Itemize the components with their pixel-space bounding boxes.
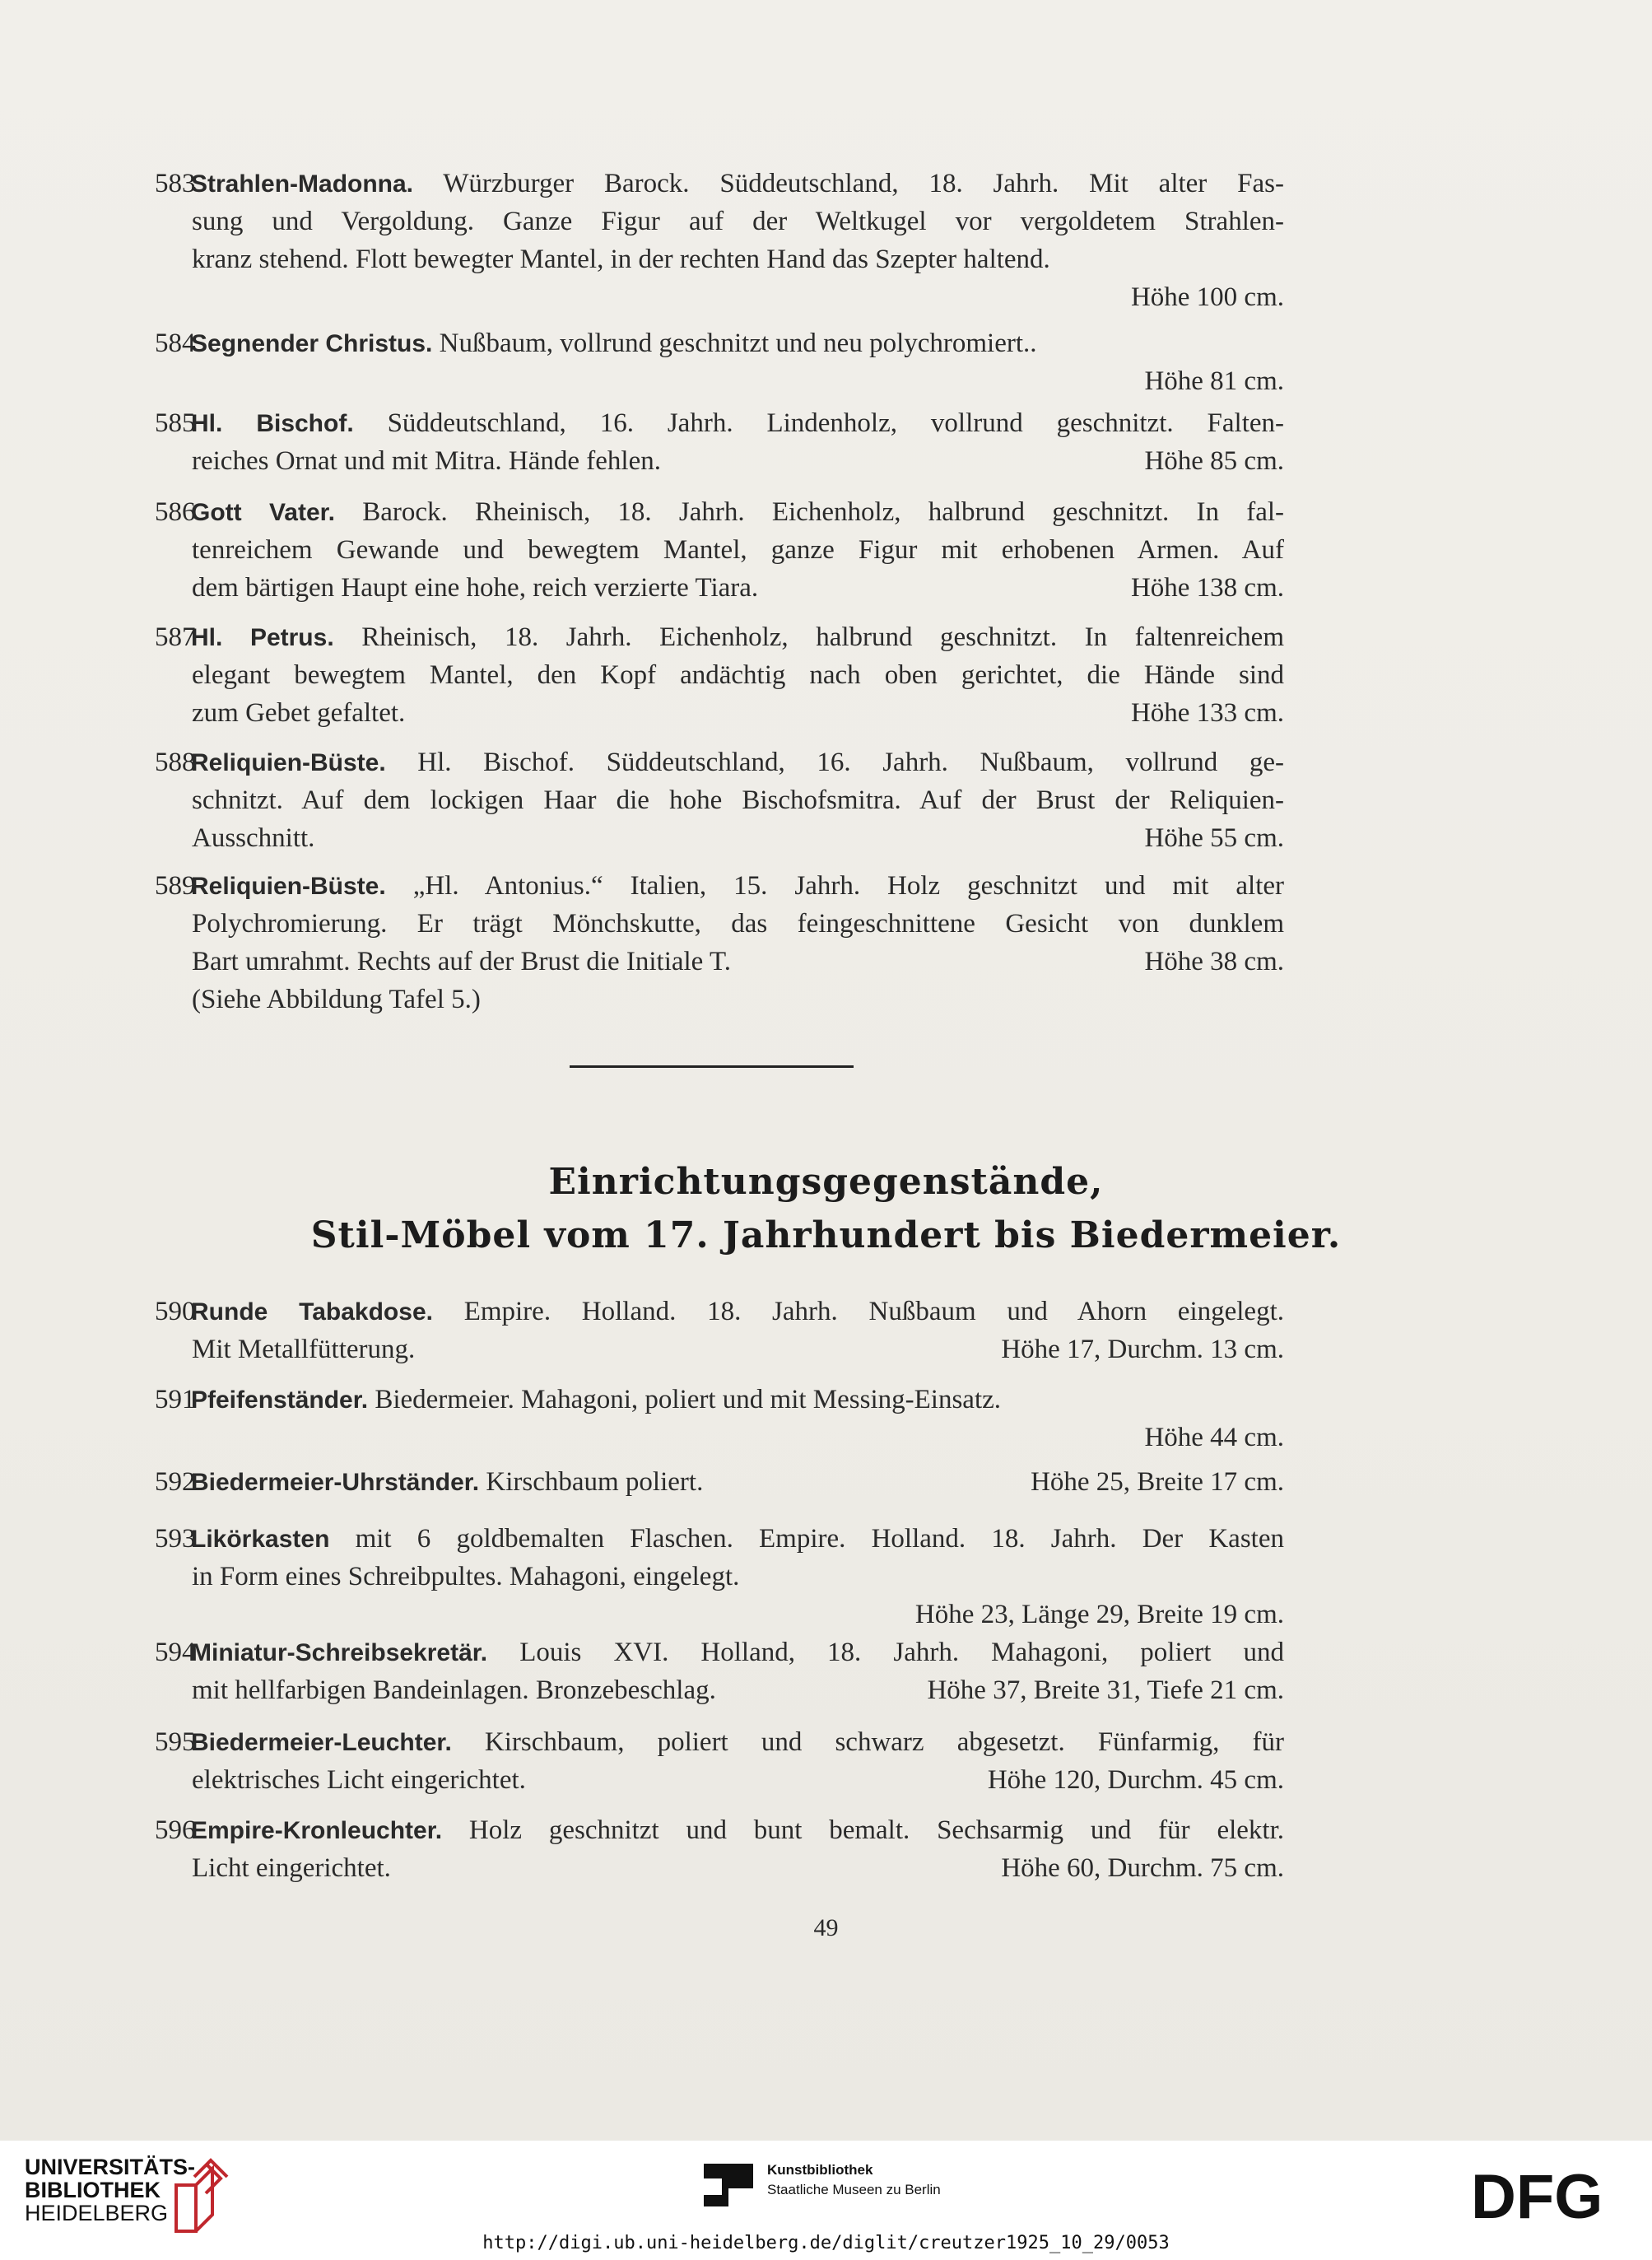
entry-dimensions: Höhe 81 cm. — [1144, 366, 1284, 396]
entry-number: 590 — [155, 1297, 196, 1326]
entry-text: in Form eines Schreibpultes. Mahagoni, eingelegt. — [192, 1562, 740, 1591]
entry-text: Biedermeier. Mahagoni, poliert und mit Messing-Einsatz. — [375, 1385, 1002, 1414]
entry-title: Segnender Christus. — [191, 330, 433, 357]
entry-text: mit hellfarbigen Bandeinlagen. Bronzebeschlag. — [192, 1675, 716, 1705]
entry-title: Hl. Petrus. — [191, 624, 334, 651]
entry-dimensions: Höhe 138 cm. — [1130, 573, 1284, 603]
entry-text: „Hl. Antonius.“ Italien, 15. Jahrh. Holz geschnitzt und mit alter — [412, 871, 1284, 901]
entry-dimensions: Höhe 17, Durchm. 13 cm. — [1001, 1335, 1284, 1364]
entry-title: Empire-Kronleuchter. — [191, 1817, 443, 1844]
entry-number: 593 — [155, 1524, 196, 1554]
entry-text: Bart umrahmt. Rechts auf der Brust die Initiale T. — [192, 947, 731, 976]
entry-number: 589 — [155, 871, 196, 901]
entry-number: 594 — [155, 1638, 196, 1667]
entry-text: Holz geschnitzt und bunt bemalt. Sechsarmig und für elektr. — [468, 1815, 1284, 1845]
catalog-entry-584 — [155, 324, 1284, 400]
entry-dimensions: Höhe 55 cm. — [1144, 823, 1284, 853]
entry-title: Runde Tabakdose. — [191, 1298, 433, 1326]
kunstbibliothek-text: Kunstbibliothek Staatliche Museen zu Berlin — [767, 2162, 941, 2197]
catalog-entry-596 — [155, 1811, 1284, 1887]
entry-text: sung und Vergoldung. Ganze Figur auf der Weltkugel vor vergoldetem Strahlen- — [192, 207, 1284, 236]
entry-dimensions: Höhe 85 cm. — [1144, 446, 1284, 476]
section-heading-line1: Einrichtungsgegenstände, — [548, 1161, 1104, 1203]
entry-text: dem bärtigen Haupt eine hohe, reich verzierte Tiara. — [192, 573, 759, 603]
entry-dimensions: Höhe 100 cm. — [1130, 282, 1284, 312]
entry-title: Biedermeier-Leuchter. — [191, 1729, 452, 1756]
entry-text: schnitzt. Auf dem lockigen Haar die hohe Bischofsmitra. Auf der Brust der Reliquien- — [192, 785, 1284, 815]
entry-text: Louis XVI. Holland, 18. Jahrh. Mahagoni, poliert und — [519, 1638, 1284, 1667]
entry-text: elektrisches Licht eingerichtet. — [192, 1765, 526, 1795]
entry-text: Süddeutschland, 16. Jahrh. Lindenholz, vollrund geschnitzt. Falten- — [387, 408, 1284, 438]
entry-dimensions: Höhe 23, Länge 29, Breite 19 cm. — [914, 1600, 1284, 1629]
entry-title: Pfeifenständer. — [191, 1386, 369, 1414]
entry-number: 596 — [155, 1815, 196, 1845]
svg-text:DFG: DFG — [1471, 2167, 1603, 2225]
entry-title: Gott Vater. — [191, 499, 336, 526]
entry-text: Nußbaum, vollrund geschnitzt und neu polychromiert.. — [439, 329, 1037, 358]
entry-number: 586 — [155, 497, 196, 527]
entry-text: Ausschnitt. — [192, 823, 315, 853]
catalog-entry-592 — [155, 1463, 1284, 1501]
entry-dimensions: Höhe 60, Durchm. 75 cm. — [1001, 1853, 1284, 1883]
page-number: 49 — [813, 1914, 839, 1941]
entry-title: Biedermeier-Uhrständer. — [191, 1469, 480, 1496]
catalog-entry-595 — [155, 1723, 1284, 1799]
entry-text: reiches Ornat und mit Mitra. Hände fehlen. — [192, 446, 661, 476]
entry-text: Würzburger Barock. Süddeutschland, 18. Jahrh. Mit alter Fas- — [443, 169, 1284, 198]
entry-text: Rheinisch, 18. Jahrh. Eichenholz, halbrund geschnitzt. In faltenreichem — [361, 622, 1284, 652]
entry-title: Miniatur-Schreibsekretär. — [191, 1639, 488, 1666]
catalog-entry-587 — [155, 618, 1284, 732]
entry-text: Polychromierung. Er trägt Mönchskutte, das feingeschnittene Gesicht von dunklem — [192, 909, 1284, 939]
entry-text: tenreichem Gewande und bewegtem Mantel, ganze Figur mit erhobenen Armen. Auf — [192, 535, 1284, 565]
entry-number: 595 — [155, 1727, 196, 1757]
entry-text: elegant bewegtem Mantel, den Kopf andächtig nach oben gerichtet, die Hände sind — [192, 660, 1284, 690]
entry-text: kranz stehend. Flott bewegter Mantel, in der rechten Hand das Szepter haltend. — [192, 245, 1050, 274]
entry-text: mit 6 goldbemalten Flaschen. Empire. Holland. 18. Jahrh. Der Kasten — [355, 1524, 1284, 1554]
dfg-logo — [1471, 2167, 1627, 2225]
entry-text: Kirschbaum, poliert und schwarz abgesetzt. Fünfarmig, für — [484, 1727, 1284, 1757]
catalog-entry-593 — [155, 1520, 1284, 1633]
ub-heidelberg-logo-text: UNIVERSITÄTS- BIBLIOTHEK HEIDELBERG — [25, 2155, 196, 2225]
entry-dimensions: Höhe 37, Breite 31, Tiefe 21 cm. — [927, 1675, 1284, 1705]
catalog-entry-590 — [155, 1293, 1284, 1368]
entry-text: Kirschbaum poliert. — [486, 1467, 704, 1497]
entry-text: Hl. Bischof. Süddeutschland, 16. Jahrh. Nußbaum, vollrund ge- — [417, 748, 1284, 777]
entry-number: 583 — [155, 169, 196, 198]
entry-number: 592 — [155, 1467, 196, 1497]
entry-dimensions: Höhe 120, Durchm. 45 cm. — [987, 1765, 1284, 1795]
entry-text: Empire. Holland. 18. Jahrh. Nußbaum und Ahorn eingelegt. — [463, 1297, 1284, 1326]
entry-reference: (Siehe Abbildung Tafel 5.) — [192, 985, 481, 1014]
section-divider — [570, 1065, 854, 1068]
entry-text: zum Gebet gefaltet. — [192, 698, 406, 728]
entry-text: Licht eingerichtet. — [192, 1853, 391, 1883]
entry-number: 585 — [155, 408, 196, 438]
entry-title: Reliquien-Büste. — [191, 873, 386, 900]
kunstbibliothek-logo-icon — [704, 2164, 753, 2206]
ub-heidelberg-logo-icon — [165, 2157, 230, 2235]
entry-dimensions: Höhe 133 cm. — [1130, 698, 1284, 728]
entry-text: Barock. Rheinisch, 18. Jahrh. Eichenholz, halbrund geschnitzt. In fal- — [362, 497, 1284, 527]
entry-text: Mit Metallfütterung. — [192, 1335, 416, 1364]
entry-dimensions: Höhe 44 cm. — [1144, 1423, 1284, 1452]
entry-dimensions: Höhe 38 cm. — [1144, 947, 1284, 976]
entry-title: Strahlen-Madonna. — [191, 170, 414, 198]
entry-number: 588 — [155, 748, 196, 777]
catalog-entry-591 — [155, 1381, 1284, 1456]
source-url[interactable]: http://digi.ub.uni-heidelberg.de/diglit/creutzer1925_10_29/0053 — [482, 2233, 1170, 2253]
entry-title: Hl. Bischof. — [191, 410, 354, 437]
section-heading-line2: Stil-Möbel vom 17. Jahrhundert bis Biedermeier. — [310, 1214, 1342, 1256]
catalog-entry-589 — [155, 867, 1284, 1018]
catalog-entry-583 — [155, 165, 1284, 316]
entry-title: Likörkasten — [191, 1526, 330, 1553]
entry-title: Reliquien-Büste. — [191, 749, 386, 776]
catalog-entry-594 — [155, 1633, 1284, 1709]
catalog-entry-586 — [155, 493, 1284, 607]
entry-number: 587 — [155, 622, 196, 652]
entry-dimensions: Höhe 25, Breite 17 cm. — [1031, 1467, 1284, 1497]
catalog-entry-588 — [155, 743, 1284, 857]
catalog-entry-585 — [155, 404, 1284, 480]
entry-number: 591 — [155, 1385, 196, 1414]
entry-number: 584 — [155, 329, 196, 358]
